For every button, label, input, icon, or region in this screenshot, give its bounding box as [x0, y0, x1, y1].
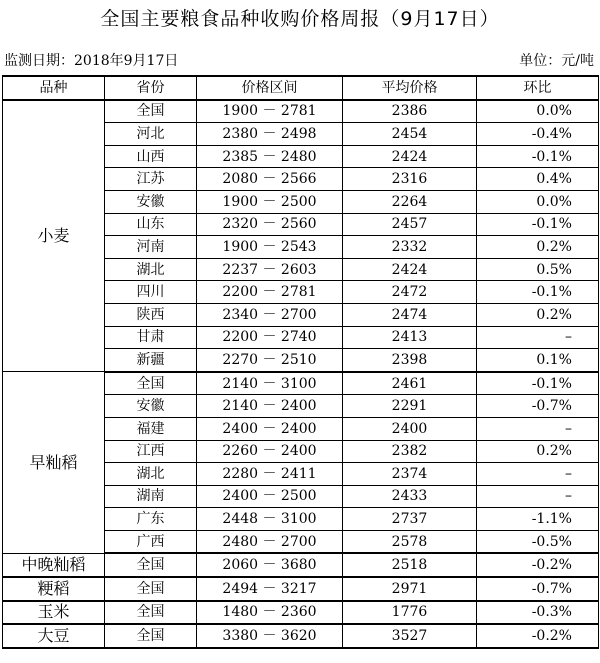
province-cell: 山西 [105, 145, 197, 168]
province-cell: 安徽 [105, 395, 197, 418]
price-range-cell: 2385 － 2480 [197, 145, 343, 168]
report-title: 全国主要粮食品种收购价格周报（9月17日） [100, 8, 500, 30]
price-range-cell: 2270 － 2510 [197, 349, 343, 372]
province-cell: 福建 [105, 417, 197, 440]
change-cell: 0.2% [477, 236, 599, 259]
header-variety: 品种 [3, 76, 105, 100]
price-range-cell: 2237 － 2603 [197, 258, 343, 281]
price-range-cell: 2320 － 2560 [197, 213, 343, 236]
change-cell: -0.1% [477, 281, 599, 304]
average-price-cell: 2413 [343, 326, 477, 349]
average-price-cell: 2971 [343, 577, 477, 601]
province-cell: 山东 [105, 213, 197, 236]
variety-cell: 大豆 [3, 624, 105, 648]
price-table [2, 75, 599, 649]
price-range-cell: 2480 － 2700 [197, 530, 343, 553]
price-range-cell: 2060 － 3680 [197, 553, 343, 577]
table-row [3, 553, 599, 577]
price-range-cell: 1900 － 2781 [197, 100, 343, 123]
change-cell: – [477, 485, 599, 508]
price-range-cell: 2400 － 2400 [197, 417, 343, 440]
variety-cell: 中晚籼稻 [3, 553, 105, 577]
average-price-cell: 2424 [343, 145, 477, 168]
table-body [3, 100, 599, 648]
average-price-cell: 2386 [343, 100, 477, 123]
price-range-cell: 1900 － 2543 [197, 236, 343, 259]
change-cell: -0.1% [477, 372, 599, 395]
average-price-cell: 3527 [343, 624, 477, 648]
change-cell: -0.4% [477, 123, 599, 146]
average-price-cell: 2264 [343, 190, 477, 213]
price-range-cell: 2280 － 2411 [197, 463, 343, 486]
average-price-cell: 2472 [343, 281, 477, 304]
province-cell: 全国 [105, 601, 197, 625]
change-cell: 0.2% [477, 303, 599, 326]
change-cell: 0.2% [477, 440, 599, 463]
price-range-cell: 2400 － 2500 [197, 485, 343, 508]
change-cell: – [477, 417, 599, 440]
price-range-cell: 2200 － 2740 [197, 326, 343, 349]
province-cell: 湖北 [105, 463, 197, 486]
price-range-cell: 2140 － 2400 [197, 395, 343, 418]
average-price-cell: 2400 [343, 417, 477, 440]
change-cell: 0.5% [477, 258, 599, 281]
variety-cell: 早籼稻 [3, 372, 105, 554]
change-cell: 0.0% [477, 190, 599, 213]
header-change: 环比 [477, 76, 599, 100]
province-cell: 四川 [105, 281, 197, 304]
average-price-cell: 2332 [343, 236, 477, 259]
province-cell: 全国 [105, 577, 197, 601]
change-cell: -0.7% [477, 395, 599, 418]
province-cell: 陕西 [105, 303, 197, 326]
province-cell: 湖北 [105, 258, 197, 281]
average-price-cell: 2382 [343, 440, 477, 463]
province-cell: 安徽 [105, 190, 197, 213]
change-cell: -0.2% [477, 553, 599, 577]
price-range-cell: 1480 － 2360 [197, 601, 343, 625]
price-range-cell: 3380 － 3620 [197, 624, 343, 648]
average-price-cell: 1776 [343, 601, 477, 625]
province-cell: 全国 [105, 624, 197, 648]
province-cell: 全国 [105, 100, 197, 123]
change-cell: -1.1% [477, 508, 599, 531]
table-row [3, 624, 599, 648]
average-price-cell: 2457 [343, 213, 477, 236]
monitoring-date: 监测日期：2018年9月17日 [4, 53, 179, 69]
average-price-cell: 2461 [343, 372, 477, 395]
price-range-cell: 1900 － 2500 [197, 190, 343, 213]
change-cell: – [477, 463, 599, 486]
average-price-cell: 2474 [343, 303, 477, 326]
province-cell: 江苏 [105, 168, 197, 191]
price-range-cell: 2340 － 2700 [197, 303, 343, 326]
price-range-cell: 2200 － 2781 [197, 281, 343, 304]
table-row [3, 601, 599, 625]
province-cell: 全国 [105, 553, 197, 577]
variety-cell: 玉米 [3, 601, 105, 625]
price-range-cell: 2448 － 3100 [197, 508, 343, 531]
province-cell: 河南 [105, 236, 197, 259]
header-row [3, 76, 599, 100]
change-cell: -0.1% [477, 145, 599, 168]
change-cell: 0.4% [477, 168, 599, 191]
change-cell: -0.5% [477, 530, 599, 553]
header-province: 省份 [105, 76, 197, 100]
change-cell: -0.1% [477, 213, 599, 236]
variety-cell: 粳稻 [3, 577, 105, 601]
unit-label: 单位：元/吨 [519, 53, 594, 69]
change-cell: 0.1% [477, 349, 599, 372]
province-cell: 河北 [105, 123, 197, 146]
change-cell: 0.0% [477, 100, 599, 123]
header-price-range: 价格区间 [197, 76, 343, 100]
price-range-cell: 2080 － 2566 [197, 168, 343, 191]
change-cell: -0.3% [477, 601, 599, 625]
average-price-cell: 2291 [343, 395, 477, 418]
table-row [3, 100, 599, 123]
province-cell: 广东 [105, 508, 197, 531]
table-row [3, 577, 599, 601]
province-cell: 广西 [105, 530, 197, 553]
change-cell: -0.2% [477, 624, 599, 648]
average-price-cell: 2454 [343, 123, 477, 146]
province-cell: 甘肃 [105, 326, 197, 349]
average-price-cell: 2737 [343, 508, 477, 531]
price-range-cell: 2140 － 3100 [197, 372, 343, 395]
table-row [3, 372, 599, 395]
change-cell: -0.7% [477, 577, 599, 601]
average-price-cell: 2424 [343, 258, 477, 281]
change-cell: – [477, 326, 599, 349]
average-price-cell: 2398 [343, 349, 477, 372]
header-average-price: 平均价格 [343, 76, 477, 100]
average-price-cell: 2316 [343, 168, 477, 191]
province-cell: 新疆 [105, 349, 197, 372]
average-price-cell: 2518 [343, 553, 477, 577]
price-range-cell: 2380 － 2498 [197, 123, 343, 146]
variety-cell: 小麦 [3, 100, 105, 372]
average-price-cell: 2433 [343, 485, 477, 508]
price-range-cell: 2494 － 3217 [197, 577, 343, 601]
average-price-cell: 2374 [343, 463, 477, 486]
province-cell: 湖南 [105, 485, 197, 508]
average-price-cell: 2578 [343, 530, 477, 553]
province-cell: 江西 [105, 440, 197, 463]
province-cell: 全国 [105, 372, 197, 395]
price-range-cell: 2260 － 2400 [197, 440, 343, 463]
